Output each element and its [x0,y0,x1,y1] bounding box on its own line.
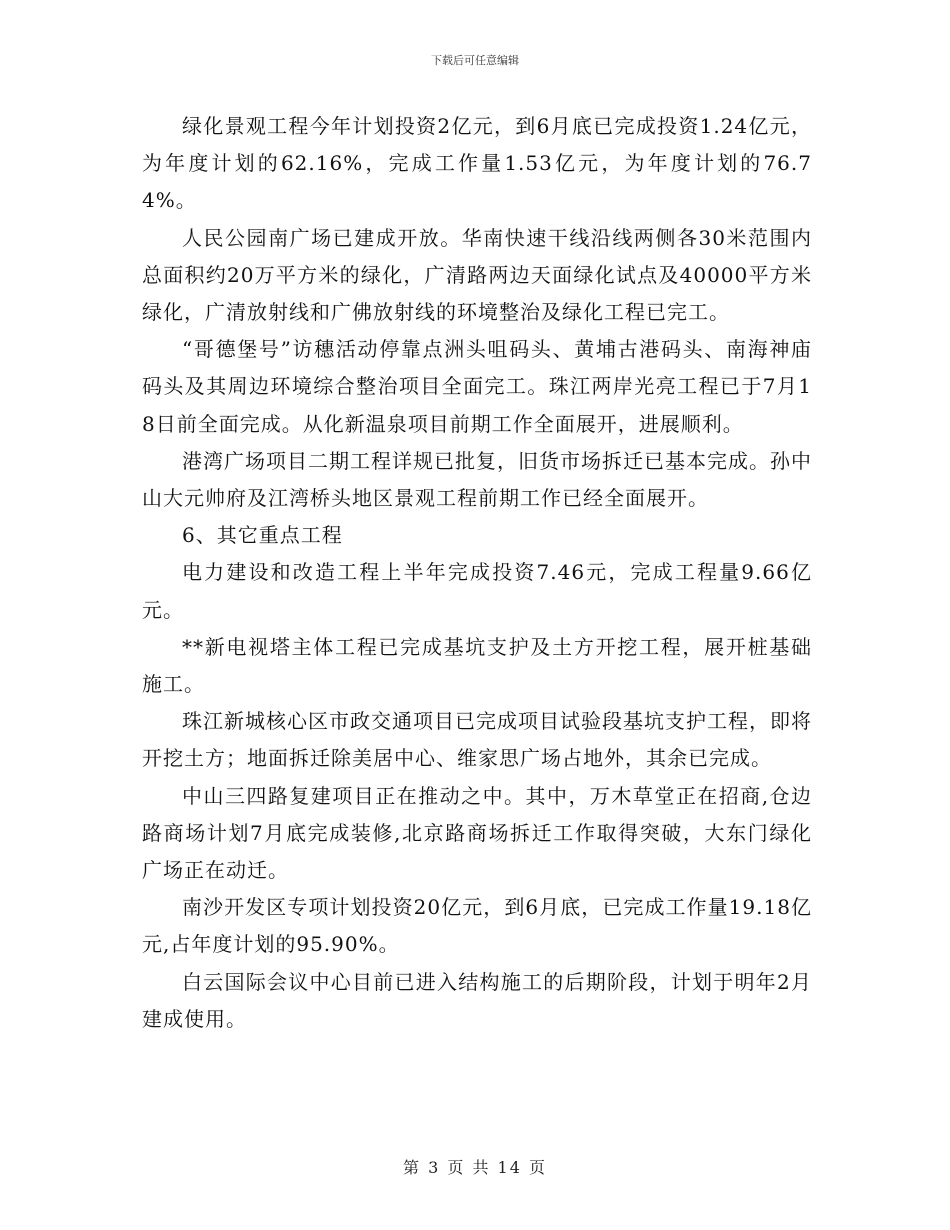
paragraph-tv-tower: **新电视塔主体工程已完成基坑支护及土方开挖工程，展开桩基础施工。 [142,634,812,697]
paragraph-nansha: 南沙开发区专项计划投资20亿元，到6月底，已完成工作量19.18亿元,占年度计划的95.90%。 [142,895,812,957]
page-header: 下载后可任意编辑 [431,54,519,67]
paragraph-power: 电力建设和改造工程上半年完成投资7.46元，完成工程量9.66亿元。 [142,560,812,622]
paragraph-zhujiang-new-town: 珠江新城核心区市政交通项目已完成项目试验段基坑支护工程，即将开挖土方；地面拆迁除美居中心、维家思广场占地外，其余已完成。 [142,709,812,771]
paragraph-zhongshan-road: 中山三四路复建项目正在推动之中。其中，万木草堂正在招商,仓边路商场计划7月底完成装修,北京路商场拆迁工作取得突破，大东门绿化广场正在动迁。 [142,783,812,883]
document-body [142,108,812,1038]
paragraph-baiyun-center: 白云国际会议中心目前已进入结构施工的后期阶段，计划于明年2月建成使用。 [142,969,812,1031]
section-heading-other-projects: 6、其它重点工程 [182,523,343,548]
page-number: 第 3 页 共 14 页 [403,1158,547,1177]
paragraph-harbour-plaza: 港湾广场项目二期工程详规已批复，旧货市场拆迁已基本完成。孙中山大元帅府及江湾桥头地区景观工程前期工作已经全面展开。 [142,448,812,511]
paragraph-gotheborg: “哥德堡号”访穗活动停靠点洲头咀码头、黄埔古港码头、南海神庙码头及其周边环境综合整治项目全面完工。珠江两岸光亮工程已于7月18日前全面完成。从化新温泉项目前期工作全面展开，进展顺利。 [142,337,812,436]
paragraph-peoples-park: 人民公园南广场已建成开放。华南快速干线沿线两侧各30米范围内总面积约20万平方米的绿化，广清路两边天面绿化试点及40000平方米绿化，广清放射线和广佛放射线的环境整治及绿化工程已完工。 [142,225,812,325]
paragraph-greening: 绿化景观工程今年计划投资2亿元，到6月底已完成投资1.24亿元，为年度计划的62.16%，完成工作量1.53亿元，为年度计划的76.74%。 [142,114,812,213]
